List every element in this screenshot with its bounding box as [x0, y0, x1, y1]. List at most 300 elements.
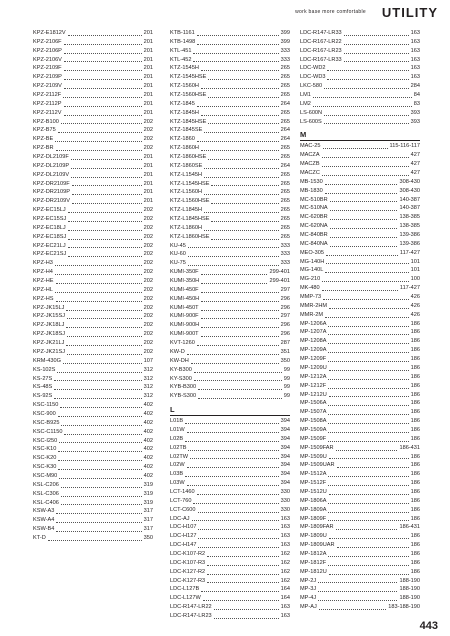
entry-page: 393: [410, 109, 420, 116]
leader-dots: [63, 363, 142, 364]
entry-page: 186: [410, 418, 420, 425]
index-entry: [170, 612, 290, 621]
entry-page: 164: [280, 586, 290, 593]
index-entry: [300, 515, 420, 524]
leader-dots: [328, 334, 408, 335]
entry-model: KPZ-2112P: [33, 100, 62, 107]
entry-page: 427: [410, 161, 420, 168]
entry-model: MACZC: [300, 170, 320, 177]
index-column-3: [300, 29, 420, 612]
entry-model: MP-1809FAR: [300, 524, 334, 531]
leader-dots: [64, 61, 142, 62]
index-entry: [300, 56, 420, 65]
leader-dots: [328, 388, 409, 389]
entry-page: 202: [143, 278, 153, 285]
entry-page: 186: [410, 356, 420, 363]
leader-dots: [328, 432, 408, 433]
entry-model: LS-600N: [300, 109, 323, 116]
index-entry: [300, 275, 420, 284]
entry-model: MC-840NA: [300, 240, 328, 247]
entry-model: MP-1212U: [300, 391, 327, 398]
entry-model: KSC-900: [33, 410, 56, 417]
leader-dots: [197, 35, 279, 36]
entry-model: KTZ-1845HSE: [170, 118, 207, 125]
entry-model: MP-1812A: [300, 550, 327, 557]
entry-page: 296: [280, 295, 290, 302]
index-entry: [170, 91, 290, 100]
index-entry: [170, 479, 290, 488]
entry-page: 186: [410, 515, 420, 522]
index-entry: [33, 188, 153, 197]
entry-model: LDC-WD3: [300, 74, 326, 81]
entry-model: MP-AJ: [300, 604, 317, 611]
entry-model: MMP-73: [300, 294, 322, 301]
entry-model: MMR-2HM: [300, 302, 328, 309]
leader-dots: [211, 203, 278, 204]
index-entry: [300, 240, 420, 249]
entry-model: KTZ-L1545HSE: [170, 180, 210, 187]
leader-dots: [203, 600, 279, 601]
entry-model: MP-2J: [300, 577, 317, 584]
leader-dots: [201, 283, 267, 284]
leader-dots: [71, 168, 142, 169]
leader-dots: [187, 354, 279, 355]
leader-dots: [214, 609, 279, 610]
entry-model: KU-75: [170, 260, 186, 267]
entry-model: KSC-K30: [33, 464, 57, 471]
leader-dots: [328, 556, 408, 557]
entry-page: 402: [143, 428, 153, 435]
entry-page: 201: [143, 29, 153, 36]
entry-model: MG-140H: [300, 258, 325, 265]
index-entry: [33, 321, 153, 330]
index-entry: [300, 408, 420, 417]
entry-model: LDC-R147-LR22: [170, 604, 212, 611]
entry-page: 333: [280, 47, 290, 54]
leader-dots: [324, 88, 409, 89]
entry-model: KTZ-L1545H: [170, 171, 203, 178]
entry-model: KSW-B4: [33, 526, 55, 533]
leader-dots: [204, 168, 278, 169]
entry-page: 402: [143, 402, 153, 409]
entry-model: KU-60: [170, 251, 186, 258]
entry-page: 308-430: [399, 187, 420, 194]
index-entry: [300, 532, 420, 541]
index-entry: [170, 206, 290, 215]
entry-page: 163: [280, 533, 290, 540]
entry-page: 351: [280, 348, 290, 355]
entry-model: KPZ-JK15LJ: [33, 304, 65, 311]
leader-dots: [328, 512, 408, 513]
index-entry: [300, 311, 420, 320]
leader-dots: [68, 35, 142, 36]
entry-page: 299-401: [269, 269, 290, 276]
entry-page: 312: [143, 366, 153, 373]
index-entry: [170, 242, 290, 251]
entry-model: MC-840BR: [300, 232, 328, 239]
index-entry: [300, 603, 420, 612]
index-entry: [300, 382, 420, 391]
index-entry: [300, 470, 420, 479]
entry-page: 265: [280, 224, 290, 231]
entry-page: 163: [410, 56, 420, 63]
leader-dots: [197, 106, 279, 107]
index-entry: [33, 153, 153, 162]
entry-page: 115-116-117: [389, 143, 420, 150]
leader-dots: [185, 423, 279, 424]
entry-model: KPZ-JK21SJ: [33, 348, 66, 355]
index-entry: [300, 391, 420, 400]
entry-page: 186: [410, 426, 420, 433]
entry-model: KPZ-EC15SJ: [33, 216, 67, 223]
index-entry: [300, 337, 420, 346]
leader-dots: [201, 115, 279, 116]
index-entry: [170, 153, 290, 162]
leader-dots: [328, 405, 408, 406]
entry-model: L03W: [170, 480, 185, 487]
entry-page: 186: [410, 400, 420, 407]
entry-model: MAC-25: [300, 143, 321, 150]
entry-model: MP-1809A: [300, 506, 327, 513]
entry-model: LDC-H147: [170, 542, 197, 549]
entry-page: 83: [413, 100, 420, 107]
entry-model: KTZ-L1560H: [170, 189, 203, 196]
index-entry: [300, 585, 420, 594]
leader-dots: [64, 70, 142, 71]
entry-model: KTZ-1845H: [170, 109, 199, 116]
entry-page: 117-427: [399, 285, 420, 292]
entry-page: 162: [280, 577, 290, 584]
index-entry: [300, 426, 420, 435]
index-entry: [33, 242, 153, 251]
leader-dots: [201, 591, 278, 592]
leader-dots: [61, 123, 142, 124]
leader-dots: [324, 115, 409, 116]
entry-model: KTZ-1545HSE: [170, 74, 207, 81]
index-entry: [300, 435, 420, 444]
entry-page: 186: [410, 471, 420, 478]
entry-model: KPZ-EC21LJ: [33, 242, 66, 249]
entry-model: KS-48S: [33, 384, 53, 391]
leader-dots: [313, 97, 412, 98]
entry-page: 264: [280, 162, 290, 169]
entry-model: KSL-C306: [33, 490, 59, 497]
entry-page: 201: [143, 198, 153, 205]
entry-page: 394: [280, 435, 290, 442]
entry-model: KUMI-450F: [170, 286, 199, 293]
leader-dots: [67, 336, 142, 337]
entry-model: KTZ-1560HSE: [170, 92, 207, 98]
leader-dots: [208, 159, 278, 160]
index-entry: [170, 577, 290, 586]
leader-dots: [68, 230, 142, 231]
index-entry: [300, 204, 420, 213]
leader-dots: [337, 547, 409, 548]
entry-page: 186: [410, 364, 420, 371]
index-entry: [170, 286, 290, 295]
leader-dots: [208, 97, 278, 98]
index-entry: [33, 437, 153, 446]
entry-page: 350: [280, 357, 290, 364]
leader-dots: [328, 414, 408, 415]
leader-dots: [64, 53, 142, 54]
entry-page: 264: [280, 127, 290, 134]
leader-dots: [318, 600, 397, 601]
entry-page: 201: [143, 65, 153, 72]
entry-page: 186: [410, 347, 420, 354]
entry-model: KPZ-JK18SJ: [33, 331, 66, 338]
leader-dots: [328, 503, 408, 504]
leader-dots: [211, 221, 278, 222]
leader-dots: [48, 540, 142, 541]
index-entry: [170, 64, 290, 73]
entry-page: 201: [143, 38, 153, 45]
leader-dots: [57, 372, 141, 373]
index-entry: [33, 215, 153, 224]
entry-page: 138-385: [399, 223, 420, 230]
leader-dots: [191, 363, 279, 364]
entry-page: 202: [143, 251, 153, 258]
entry-page: 297: [280, 313, 290, 320]
index-entry: [33, 126, 153, 135]
index-entry: [300, 497, 420, 506]
entry-page: 265: [280, 109, 290, 116]
index-entry: [33, 339, 153, 348]
leader-dots: [329, 396, 409, 397]
index-entry: [170, 304, 290, 313]
entry-model: KPZ-EC18SJ: [33, 233, 67, 240]
index-entry: [300, 73, 420, 82]
leader-dots: [197, 494, 279, 495]
index-entry: [33, 82, 153, 91]
entry-page: 319: [143, 481, 153, 488]
index-entry: [170, 541, 290, 550]
leader-dots: [68, 212, 142, 213]
leader-dots: [344, 35, 409, 36]
entry-page: 99: [283, 366, 290, 373]
index-entry: [33, 47, 153, 56]
leader-dots: [61, 425, 141, 426]
index-entry: [33, 197, 153, 206]
entry-page: 164: [280, 595, 290, 602]
entry-model: KUMI-350F: [170, 269, 199, 276]
entry-page: 188-190: [399, 586, 420, 593]
index-entry: [170, 82, 290, 91]
entry-page: 186: [410, 409, 420, 416]
entry-model: MP-1509U: [300, 453, 327, 460]
leader-dots: [198, 529, 278, 530]
entry-page: 265: [280, 207, 290, 214]
index-entry: [300, 461, 420, 470]
entry-page: 186: [410, 480, 420, 487]
leader-dots: [58, 451, 141, 452]
entry-model: L02TW: [170, 453, 189, 460]
index-entry: [33, 268, 153, 277]
leader-dots: [336, 529, 398, 530]
entry-model: KSC-1150: [33, 402, 59, 409]
index-entry: [170, 295, 290, 304]
entry-model: KTB-1161: [170, 29, 195, 36]
leader-dots: [322, 175, 409, 176]
index-entry: [300, 364, 420, 373]
entry-model: MACZB: [300, 161, 320, 168]
index-entry: [300, 541, 420, 550]
index-entry: [170, 321, 290, 330]
entry-model: KY-B300: [170, 366, 192, 373]
index-entry: [300, 64, 420, 73]
leader-dots: [54, 389, 141, 390]
leader-dots: [201, 310, 279, 311]
index-entry: [300, 284, 420, 293]
entry-model: KPZ-2109P: [33, 74, 62, 81]
leader-dots: [318, 591, 397, 592]
entry-model: LM2: [300, 100, 311, 107]
leader-dots: [344, 53, 409, 54]
entry-page: 188-190: [399, 595, 420, 602]
index-entry: [170, 135, 290, 144]
index-entry: [170, 126, 290, 135]
entry-model: LDC-R167-LR33: [300, 56, 342, 63]
index-entry: [33, 29, 153, 38]
entry-page: 202: [143, 127, 153, 134]
entry-model: KSC-M90: [33, 472, 58, 479]
leader-dots: [201, 336, 279, 337]
index-entry: [300, 266, 420, 275]
entry-page: 201: [143, 162, 153, 169]
index-entry: [33, 490, 153, 499]
leader-dots: [337, 467, 409, 468]
entry-page: 426: [410, 302, 420, 309]
entry-model: KTZ-L1860HSE: [170, 233, 210, 240]
leader-dots: [330, 210, 398, 211]
index-entry: [33, 64, 153, 73]
index-entry: [170, 224, 290, 233]
entry-model: L03B: [170, 471, 184, 478]
leader-dots: [58, 460, 141, 461]
entry-page: 186-431: [399, 524, 420, 531]
index-entry: [33, 534, 153, 543]
entry-page: 394: [280, 426, 290, 433]
entry-model: KYB-S300: [170, 393, 197, 400]
index-entry: [300, 178, 420, 187]
entry-model: MP-1509UAR: [300, 462, 335, 469]
leader-dots: [187, 485, 279, 486]
index-entry: [170, 73, 290, 82]
leader-dots: [329, 538, 409, 539]
entry-page: 202: [143, 207, 153, 214]
index-entry: [300, 346, 420, 355]
entry-page: 163: [280, 515, 290, 522]
entry-page: 319: [143, 490, 153, 497]
entry-page: 201: [143, 74, 153, 81]
leader-dots: [208, 123, 278, 124]
entry-page: 202: [143, 348, 153, 355]
leader-dots: [188, 247, 279, 248]
entry-model: KTZ-L1560HSE: [170, 198, 210, 205]
entry-model: MEO-305: [300, 249, 324, 256]
index-entry: [170, 180, 290, 189]
leader-dots: [330, 201, 398, 202]
index-entry: [170, 197, 290, 206]
entry-page: 202: [143, 286, 153, 293]
entry-page: 426: [410, 294, 420, 301]
entry-page: 101: [410, 267, 420, 274]
index-entry: [300, 506, 420, 515]
leader-dots: [328, 520, 409, 521]
index-entry: [33, 38, 153, 47]
entry-page: 402: [143, 410, 153, 417]
entry-model: LCT-C600: [170, 506, 196, 513]
entry-page: 201: [143, 83, 153, 90]
entry-model: MP-1809UAR: [300, 542, 335, 549]
entry-model: KTZ-1860H: [170, 145, 199, 152]
index-entry: [33, 383, 153, 392]
entry-model: MP-1209F: [300, 356, 327, 363]
leader-dots: [68, 221, 141, 222]
index-entry: [33, 56, 153, 65]
entry-page: 350: [143, 534, 153, 541]
entry-model: MMR-2M: [300, 311, 323, 318]
index-entry: [170, 250, 290, 259]
entry-model: KTZ-L1845H: [170, 207, 203, 214]
index-entry: [170, 357, 290, 366]
entry-page: 201: [143, 109, 153, 116]
entry-model: KTZ-1860SE: [170, 162, 203, 169]
index-entry: [170, 233, 290, 242]
entry-page: 201: [143, 92, 153, 98]
entry-page: 117-427: [399, 249, 420, 256]
entry-page: 99: [283, 393, 290, 400]
index-entry: [170, 268, 290, 277]
index-entry: [170, 56, 290, 65]
index-entry: [33, 233, 153, 242]
entry-page: 317: [143, 508, 153, 515]
entry-model: MACZA: [300, 152, 320, 159]
index-entry: [33, 180, 153, 189]
entry-model: KSC-B925: [33, 419, 60, 426]
entry-page: 186: [410, 435, 420, 442]
leader-dots: [61, 504, 142, 505]
leader-dots: [58, 469, 141, 470]
entry-page: 186: [410, 382, 420, 389]
entry-page: 394: [280, 453, 290, 460]
leader-dots: [55, 141, 141, 142]
leader-dots: [185, 441, 279, 442]
leader-dots: [204, 194, 279, 195]
index-entry: [33, 224, 153, 233]
entry-page: 330: [280, 488, 290, 495]
entry-page: 202: [143, 331, 153, 338]
index-entry: [170, 38, 290, 47]
leader-dots: [326, 263, 408, 264]
entry-model: KPZ-JK18LJ: [33, 322, 65, 329]
index-entry: [170, 470, 290, 479]
entry-model: MP-1806A: [300, 497, 327, 504]
entry-model: MP-1809U: [300, 533, 327, 540]
entry-model: MP-1812F: [300, 559, 327, 566]
entry-page: 201: [143, 180, 153, 187]
entry-model: KPZ-BE: [33, 136, 54, 143]
entry-page: 265: [280, 118, 290, 125]
index-entry: [33, 144, 153, 153]
entry-model: LCT-1460: [170, 488, 195, 495]
entry-page: 186: [410, 320, 420, 327]
entry-model: KTZ-L1860H: [170, 224, 203, 231]
index-entry: [33, 171, 153, 180]
entry-model: KVT-1260: [170, 340, 195, 347]
leader-dots: [64, 44, 142, 45]
index-entry: [33, 410, 153, 419]
